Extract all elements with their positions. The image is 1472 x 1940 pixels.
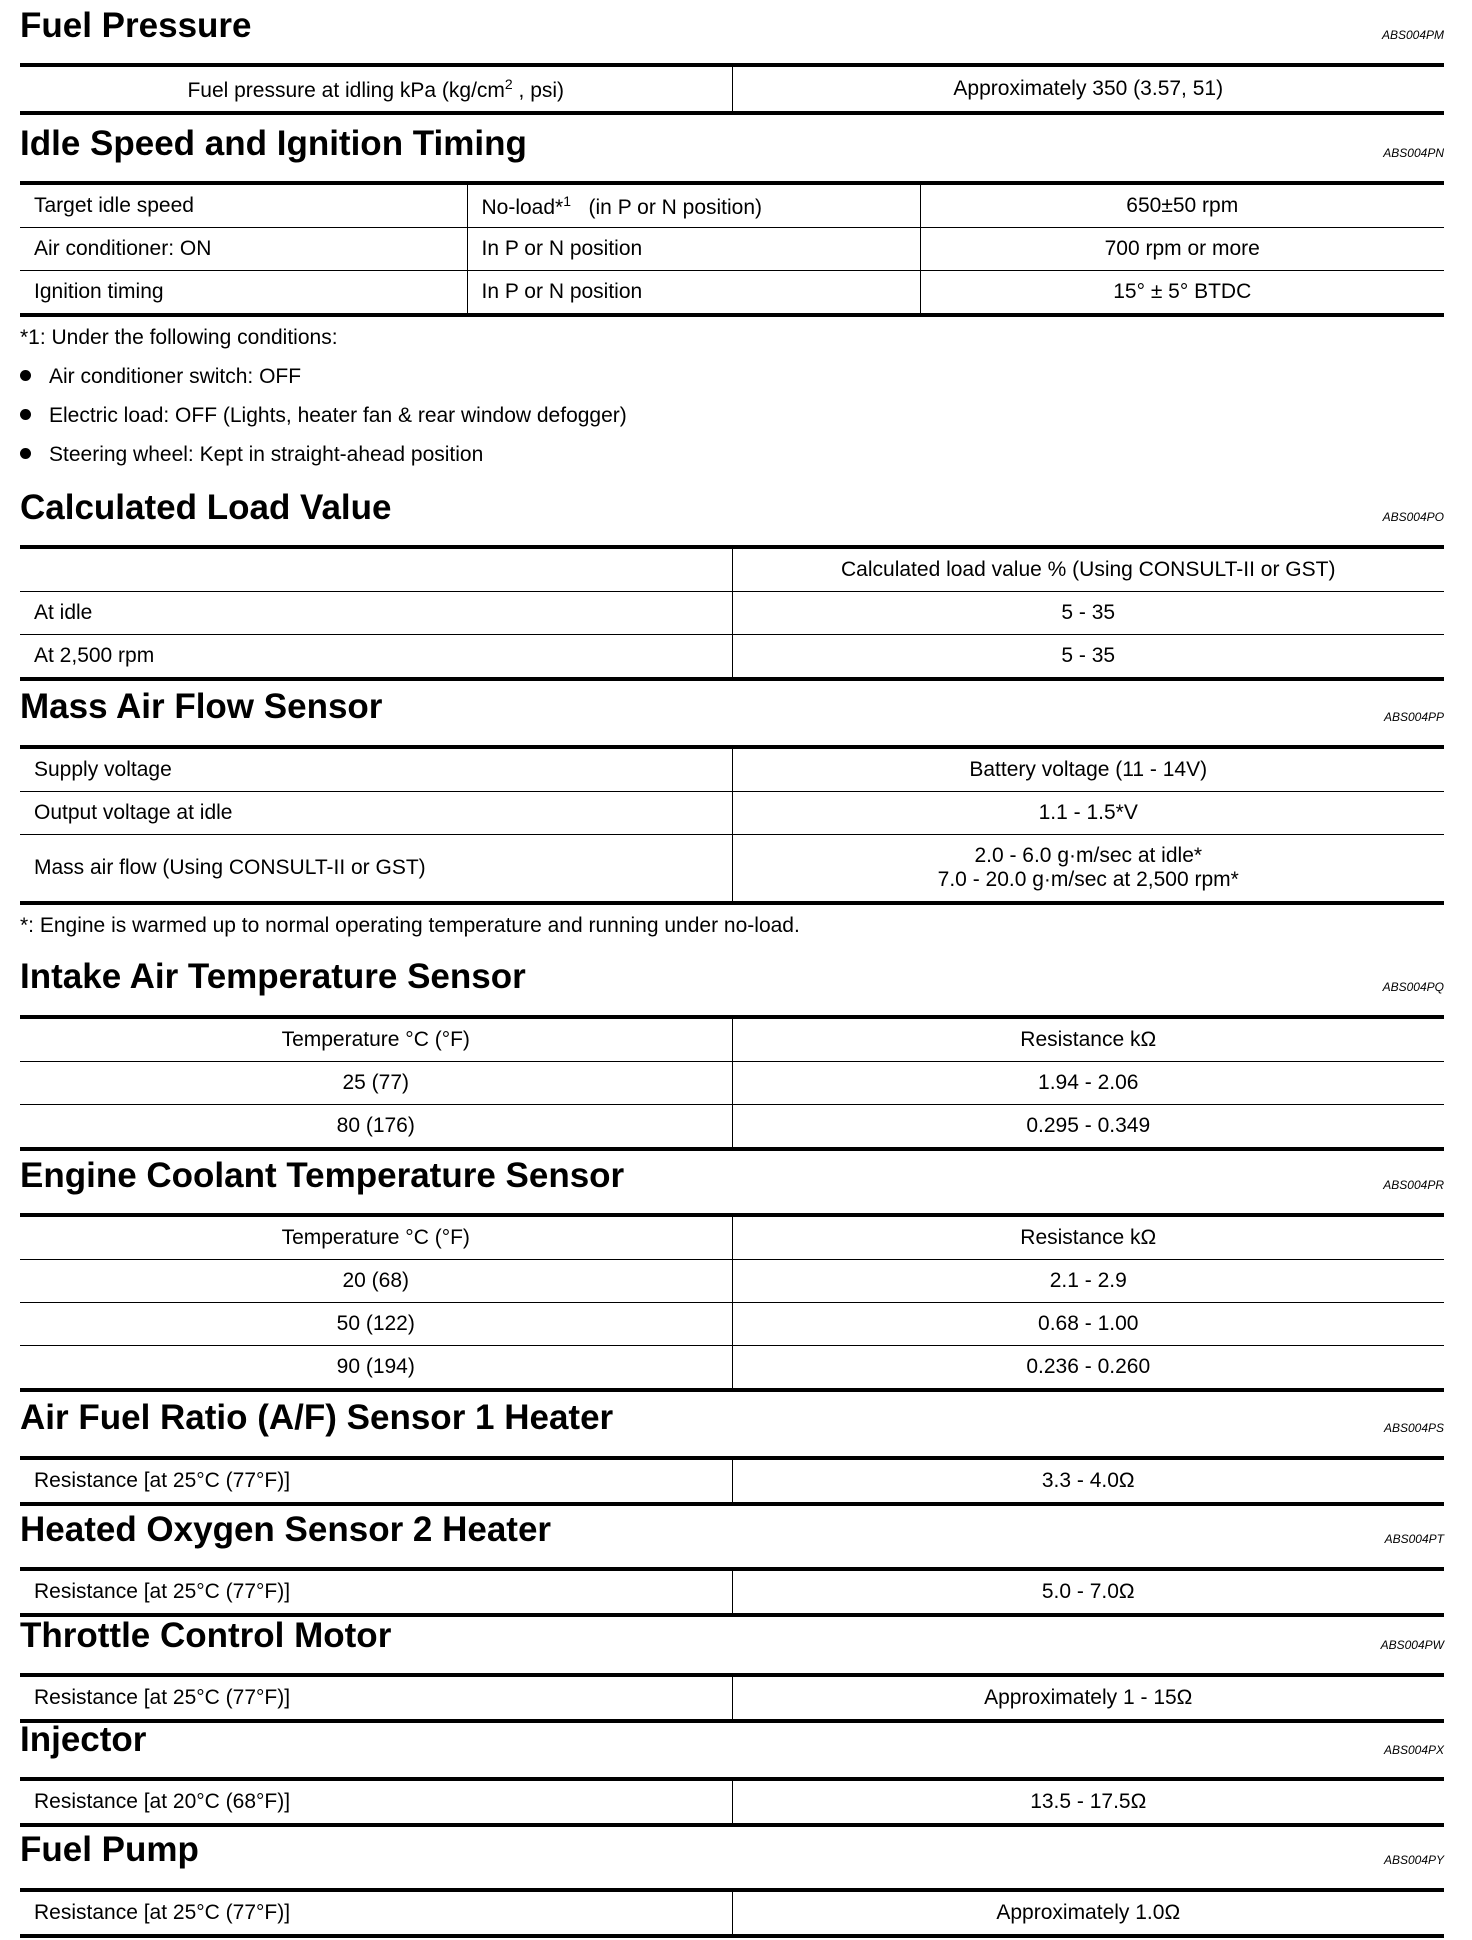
table-cell: 0.295 - 0.349 xyxy=(732,1105,1444,1150)
table-header: Resistance kΩ xyxy=(732,1215,1444,1260)
table-row xyxy=(20,271,1444,316)
table-cell: 650±50 rpm xyxy=(920,183,1444,228)
table-cell: Resistance [at 25°C (77°F)] xyxy=(20,1675,732,1721)
section-code: ABS004PW xyxy=(1380,1638,1444,1652)
table-row xyxy=(20,228,1444,271)
fuel-pump-table xyxy=(20,1888,1444,1938)
table-row xyxy=(20,635,1444,680)
table-cell: 25 (77) xyxy=(20,1062,732,1105)
footnote: *1: Under the following conditions: xyxy=(20,326,338,349)
section-code: ABS004PQ xyxy=(1382,980,1444,994)
fuel-pressure-table xyxy=(20,63,1444,115)
footnote: *: Engine is warmed up to normal operating temperature and running under no-load. xyxy=(20,914,800,937)
table-cell: 3.3 - 4.0Ω xyxy=(732,1458,1444,1504)
table-cell: Resistance [at 25°C (77°F)] xyxy=(20,1569,732,1615)
table-cell: 13.5 - 17.5Ω xyxy=(732,1779,1444,1825)
table-header: Resistance kΩ xyxy=(732,1017,1444,1062)
table-cell: Target idle speed xyxy=(20,183,467,228)
table-row xyxy=(20,747,1444,792)
table-row xyxy=(20,1458,1444,1504)
table-cell: 1.94 - 2.06 xyxy=(732,1062,1444,1105)
table-row xyxy=(20,1675,1444,1721)
table-cell: Supply voltage xyxy=(20,747,732,792)
table-cell: 2.0 - 6.0 g·m/sec at idle* 7.0 - 20.0 g·m/sec at 2,500 rpm* xyxy=(732,835,1444,904)
section-code: ABS004PP xyxy=(1383,710,1444,724)
table-cell: Battery voltage (11 - 14V) xyxy=(732,747,1444,792)
table-cell: 700 rpm or more xyxy=(920,228,1444,271)
bullet-item: Air conditioner switch: OFF xyxy=(20,364,301,390)
ho2s-table xyxy=(20,1567,1444,1617)
table-cell: 1.1 - 1.5*V xyxy=(732,792,1444,835)
section-code: ABS004PT xyxy=(1384,1532,1444,1546)
table-row xyxy=(20,1890,1444,1936)
table-row xyxy=(20,1017,1444,1062)
table-cell: 2.1 - 2.9 xyxy=(732,1260,1444,1303)
calculated-load-table xyxy=(20,545,1444,681)
table-cell: Fuel pressure at idling kPa ($kg/cm^2$ , psi) xyxy=(20,65,732,113)
table-row xyxy=(20,1260,1444,1303)
section-code: ABS004PS xyxy=(1383,1421,1444,1435)
table-cell: 0.68 - 1.00 xyxy=(732,1303,1444,1346)
ect-table xyxy=(20,1213,1444,1392)
table-row xyxy=(20,1779,1444,1825)
table-row xyxy=(20,1346,1444,1391)
table-cell: Approximately 1.0Ω xyxy=(732,1890,1444,1936)
table-cell: Approximately 1 - 15Ω xyxy=(732,1675,1444,1721)
table-cell: Mass air flow (Using CONSULT-II or GST) xyxy=(20,835,732,904)
table-row xyxy=(20,183,1444,228)
table-cell: Resistance [at 25°C (77°F)] xyxy=(20,1890,732,1936)
table-cell: 5.0 - 7.0Ω xyxy=(732,1569,1444,1615)
table-cell: In P or N position xyxy=(467,228,920,271)
iat-table xyxy=(20,1015,1444,1151)
section-code: ABS004PX xyxy=(1383,1743,1444,1757)
table-cell: No-load*$^1$ (in P or N position) xyxy=(467,183,920,228)
table-cell: At 2,500 rpm xyxy=(20,635,732,680)
section-title-fuel-pressure: Fuel Pressure xyxy=(20,6,252,45)
section-code: ABS004PO xyxy=(1382,510,1444,524)
table-header: Temperature °C (°F) xyxy=(20,1215,732,1260)
idle-speed-table xyxy=(20,181,1444,317)
table-header: Calculated load value % (Using CONSULT-II or GST) xyxy=(732,547,1444,592)
table-row xyxy=(20,1105,1444,1150)
section-code: ABS004PN xyxy=(1383,146,1444,160)
bullet-icon xyxy=(20,370,31,381)
section-code: ABS004PM xyxy=(1381,28,1444,42)
table-row xyxy=(20,792,1444,835)
table-header: Temperature °C (°F) xyxy=(20,1017,732,1062)
table-cell: 20 (68) xyxy=(20,1260,732,1303)
table-cell: Air conditioner: ON xyxy=(20,228,467,271)
table-cell: Ignition timing xyxy=(20,271,467,316)
table-cell: 5 - 35 xyxy=(732,592,1444,635)
table-cell: 15° ± 5° BTDC xyxy=(920,271,1444,316)
section-title-fuel-pump: Fuel Pump xyxy=(20,1830,199,1869)
section-title-maf: Mass Air Flow Sensor xyxy=(20,687,383,726)
table-cell: In P or N position xyxy=(467,271,920,316)
bullet-item: Steering wheel: Kept in straight-ahead position xyxy=(20,442,483,468)
bullet-icon xyxy=(20,409,31,420)
table-cell: 90 (194) xyxy=(20,1346,732,1391)
table-cell: Resistance [at 20°C (68°F)] xyxy=(20,1779,732,1825)
table-row xyxy=(20,835,1444,904)
table-row xyxy=(20,65,1444,113)
table-cell: Resistance [at 25°C (77°F)] xyxy=(20,1458,732,1504)
table-row xyxy=(20,592,1444,635)
table-cell: Output voltage at idle xyxy=(20,792,732,835)
injector-table xyxy=(20,1777,1444,1827)
section-title-throttle-motor: Throttle Control Motor xyxy=(20,1616,392,1655)
table-cell: 50 (122) xyxy=(20,1303,732,1346)
section-title-idle-speed: Idle Speed and Ignition Timing xyxy=(20,124,527,163)
bullet-icon xyxy=(20,448,31,459)
table-cell: At idle xyxy=(20,592,732,635)
table-row xyxy=(20,547,1444,592)
table-cell: 0.236 - 0.260 xyxy=(732,1346,1444,1391)
section-code: ABS004PR xyxy=(1383,1178,1444,1192)
section-title-ect: Engine Coolant Temperature Sensor xyxy=(20,1156,625,1195)
table-row xyxy=(20,1062,1444,1105)
table-cell: 80 (176) xyxy=(20,1105,732,1150)
table-row xyxy=(20,1303,1444,1346)
section-title-iat: Intake Air Temperature Sensor xyxy=(20,957,526,996)
bullet-item: Electric load: OFF (Lights, heater fan & rear window defogger) xyxy=(20,403,627,429)
table-row xyxy=(20,1569,1444,1615)
section-title-injector: Injector xyxy=(20,1720,147,1759)
table-cell xyxy=(20,547,732,592)
table-cell: 5 - 35 xyxy=(732,635,1444,680)
table-row xyxy=(20,1215,1444,1260)
af-sensor-table xyxy=(20,1456,1444,1506)
throttle-motor-table xyxy=(20,1673,1444,1723)
section-code: ABS004PY xyxy=(1383,1853,1444,1867)
section-title-ho2s: Heated Oxygen Sensor 2 Heater xyxy=(20,1510,552,1549)
maf-table xyxy=(20,745,1444,905)
section-title-calculated-load: Calculated Load Value xyxy=(20,488,392,527)
table-cell: Approximately 350 (3.57, 51) xyxy=(732,65,1444,113)
section-title-af-sensor: Air Fuel Ratio (A/F) Sensor 1 Heater xyxy=(20,1398,614,1437)
